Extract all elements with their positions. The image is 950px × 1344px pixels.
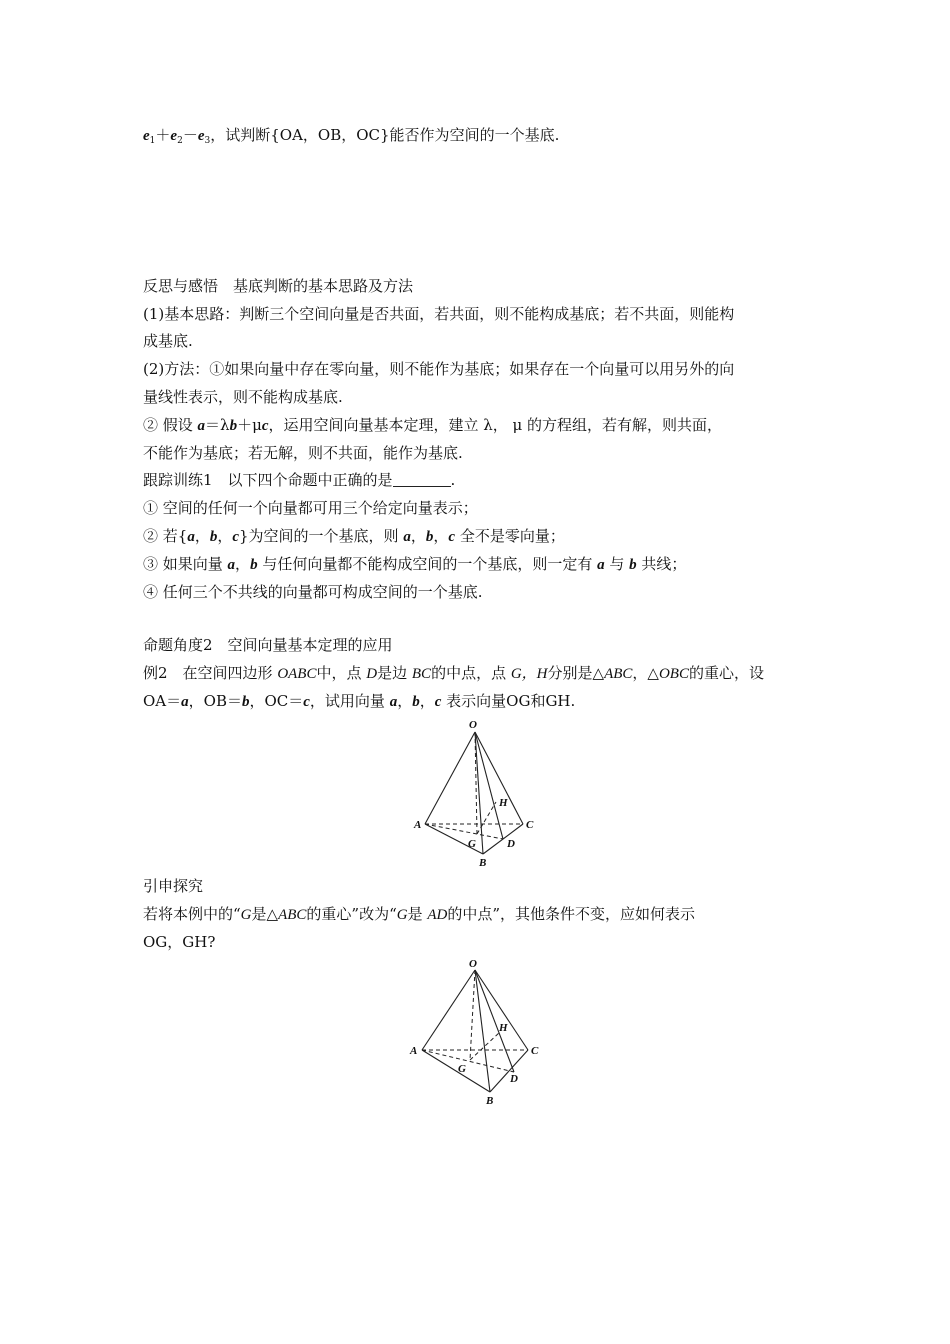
vector-e3: e <box>197 128 205 144</box>
practice-item-3 <box>143 554 815 575</box>
vector-a: a <box>389 694 398 710</box>
vector-e1: e <box>143 128 150 144</box>
practice-title-text: 跟踪训练1 以下四个命题中正确的是 <box>143 471 393 489</box>
reflection-p3-line2: 不能作为基底；若无解，则不共面，能作为基底. <box>143 444 463 462</box>
label-c: C <box>531 1045 539 1057</box>
vector-b: b <box>241 694 250 710</box>
dashed-ad <box>425 824 503 839</box>
l2-text: ，OC＝ <box>249 692 304 710</box>
vector-b: b <box>629 557 637 573</box>
dashed-og <box>470 970 475 1060</box>
label-b: B <box>486 1095 494 1107</box>
vector-b: b <box>250 557 258 573</box>
l2-text: 表示向量OG和GH. <box>441 692 576 710</box>
ex-abc: ABC <box>604 666 633 682</box>
ext-point-g: G <box>240 907 252 923</box>
vector-a: a <box>227 557 236 573</box>
vector-c: c <box>261 418 269 434</box>
edge-oa <box>422 970 475 1050</box>
practice-item-1: ① 空间的任何一个向量都可用三个给定向量表示； <box>143 499 478 517</box>
subscript-1: 1 <box>149 136 156 146</box>
vector-a: a <box>181 694 189 710</box>
vector-b: b <box>209 529 218 545</box>
question-text: ，试判断{OA，OB，OC}能否作为空间的一个基底. <box>210 126 560 144</box>
label-a: A <box>414 819 422 831</box>
label-d: D <box>510 1073 518 1085</box>
dashed-ad <box>422 1050 514 1072</box>
ex-bc: BC <box>411 666 432 682</box>
ext-text: 的中点”，其他条件不变，应如何表示 <box>447 905 696 923</box>
item3-middle: 与任何向量都不能构成空间的一个基底，则一定有 <box>257 555 598 573</box>
ext-text: 是 <box>407 905 428 923</box>
ex-prefix: 例2 在空间四边形 <box>143 664 278 682</box>
comma: ， <box>433 527 449 545</box>
vector-b: b <box>425 529 434 545</box>
ex-obc: OBC <box>658 666 689 682</box>
vector-a: a <box>403 529 411 545</box>
ex-text: 的重心，设 <box>688 664 764 682</box>
tetrahedron-figure-1 <box>405 716 555 868</box>
reflection-p1-line2: 成基底. <box>143 332 193 350</box>
item2-middle: }为空间的一个基底，则 <box>239 527 404 545</box>
vector-c: c <box>448 529 456 545</box>
vector-c: c <box>303 694 310 710</box>
subscript-2: 2 <box>177 136 183 146</box>
edge-bc <box>490 1050 528 1092</box>
ext-abc: ABC <box>278 907 307 923</box>
answer-blank[interactable] <box>393 472 451 487</box>
label-g: G <box>458 1063 466 1075</box>
label-d: D <box>507 838 515 850</box>
label-c: C <box>526 819 534 831</box>
comma: ， <box>410 527 426 545</box>
p3-prefix: ② 假设 <box>143 416 198 434</box>
item2-prefix: ② 若{ <box>143 527 188 545</box>
ex-points-gh: G，H <box>510 666 548 682</box>
practice-item-2 <box>143 526 815 547</box>
comma: ， <box>419 692 435 710</box>
l2-text: ，OB＝ <box>188 692 242 710</box>
practice-title <box>143 470 815 490</box>
comma: ， <box>194 527 210 545</box>
ex-text: 中，点 <box>316 664 367 682</box>
extension-line1 <box>143 904 815 925</box>
vector-a: a <box>597 557 605 573</box>
extension-heading: 引申探究 <box>143 877 204 895</box>
label-g: G <box>468 838 476 850</box>
reflection-heading: 反思与感悟 基底判断的基本思路及方法 <box>143 277 414 295</box>
ex-text: 是边 <box>377 664 412 682</box>
edge-oa <box>425 732 475 824</box>
comma: ， <box>217 527 233 545</box>
ext-point-g: G <box>396 907 408 923</box>
top-question-line <box>143 125 815 151</box>
tetrahedron-figure-2 <box>402 956 552 1108</box>
subscript-3: 3 <box>204 136 211 146</box>
vector-e2: e <box>170 128 178 144</box>
p3-plus: ＋μ <box>237 416 262 434</box>
label-b: B <box>479 857 487 868</box>
l2-text: ，试用向量 <box>309 692 390 710</box>
item3-prefix: ③ 如果向量 <box>143 555 228 573</box>
item3-and: 与 <box>604 555 630 573</box>
ex-oabc: OABC <box>277 666 317 682</box>
reflection-p2-line1: (2)方法：①如果向量中存在零向量，则不能作为基底；如果存在一个向量可以用另外的向 <box>143 360 735 378</box>
ext-ad: AD <box>427 907 448 923</box>
vector-b: b <box>412 694 420 710</box>
label-o: O <box>469 958 477 970</box>
ext-text: 是△ <box>251 905 279 923</box>
label-o: O <box>469 719 477 731</box>
edge-ab <box>422 1050 490 1092</box>
ext-text: 的重心”改为“ <box>306 905 397 923</box>
ex-text: 的中点，点 <box>431 664 511 682</box>
vector-c: c <box>232 529 240 545</box>
edge-ob <box>475 732 483 854</box>
vector-a: a <box>187 529 195 545</box>
edge-oc <box>475 732 523 824</box>
vector-b: b <box>229 418 238 434</box>
plus-sign: ＋ <box>155 126 171 144</box>
label-a: A <box>410 1045 418 1057</box>
example2-line1 <box>143 663 815 684</box>
comma: ， <box>235 555 251 573</box>
example2-line2 <box>143 691 815 712</box>
edge-od <box>475 732 503 839</box>
practice-title-end: . <box>450 471 456 489</box>
ex-text: 分别是△ <box>547 664 605 682</box>
label-h: H <box>499 1022 508 1034</box>
l2-text: OA＝ <box>143 692 182 710</box>
p3-suffix: ，运用空间向量基本定理，建立 λ， μ 的方程组，若有解，则共面， <box>268 416 723 434</box>
reflection-p2-line2: 量线性表示，则不能构成基底. <box>143 388 343 406</box>
p3-equals: ＝λ <box>205 416 230 434</box>
extension-line2: OG，GH? <box>143 933 216 951</box>
practice-item-4: ④ 任何三个不共线的向量都可构成空间的一个基底. <box>143 583 483 601</box>
ex-point-d: D <box>366 666 378 682</box>
item3-suffix: 共线； <box>636 555 687 573</box>
item2-suffix: 全不是零向量； <box>455 527 565 545</box>
comma: ， <box>397 692 413 710</box>
reflection-p3-line1 <box>143 415 815 436</box>
vector-a: a <box>197 418 206 434</box>
angle2-heading: 命题角度2 空间向量基本定理的应用 <box>143 636 393 654</box>
vector-c: c <box>434 694 442 710</box>
ex-text: ，△ <box>632 664 659 682</box>
minus-sign: － <box>182 126 198 144</box>
label-h: H <box>499 797 508 809</box>
reflection-p1-line1: (1)基本思路：判断三个空间向量是否共面，若共面，则不能构成基底；若不共面，则能构 <box>143 305 735 323</box>
ext-text: 若将本例中的“ <box>143 905 241 923</box>
